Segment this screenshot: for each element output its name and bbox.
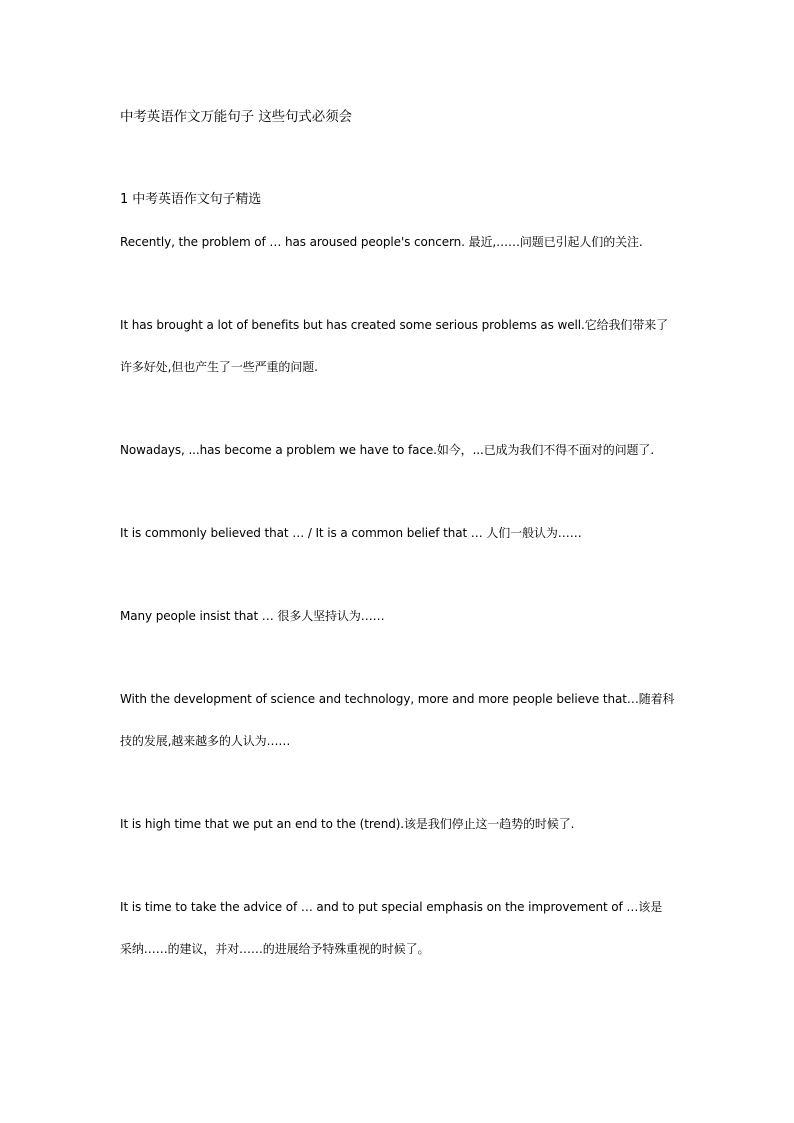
section-heading: 1 中考英语作文句子精选 bbox=[120, 192, 262, 207]
sentence-line-7: With the development of science and technology, more and more people believe that…随着科 bbox=[120, 692, 675, 706]
sentence-line-9: It is high time that we put an end to the (trend).该是我们停止这一趋势的时候了. bbox=[120, 817, 575, 831]
sentence-line-5: It is commonly believed that … / It is a common belief that … 人们一般认为…… bbox=[120, 526, 582, 540]
sentence-line-3: 许多好处,但也产生了一些严重的问题. bbox=[120, 360, 318, 374]
sentence-line-2: It has brought a lot of benefits but has created some serious problems as well.它给我们带来了 bbox=[120, 318, 669, 332]
sentence-line-10: It is time to take the advice of … and to put special emphasis on the improvement of …该是 bbox=[120, 900, 663, 914]
sentence-line-4: Nowadays, ...has become a problem we have to face.如今，...已成为我们不得不面对的问题了. bbox=[120, 443, 655, 457]
document-title: 中考英语作文万能句子 这些句式必须会 bbox=[120, 109, 352, 125]
sentence-line-1: Recently, the problem of … has aroused people's concern. 最近,……问题已引起人们的关注. bbox=[120, 235, 643, 249]
sentence-line-11: 采纳……的建议，并对……的进展给予特殊重视的时候了。 bbox=[120, 942, 430, 956]
sentence-line-6: Many people insist that … 很多人坚持认为…… bbox=[120, 609, 385, 623]
sentence-line-8: 技的发展,越来越多的人认为…… bbox=[120, 734, 291, 748]
